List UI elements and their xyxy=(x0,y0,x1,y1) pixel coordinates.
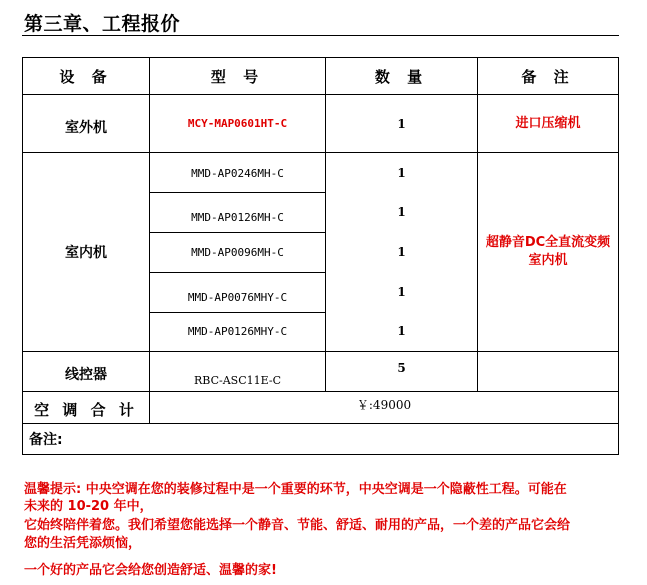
row-divider-indoor xyxy=(23,351,618,352)
indoor-note-line2: 室内机 xyxy=(528,253,568,268)
header-quantity: 数 量 xyxy=(374,67,429,86)
outdoor-device: 室外机 xyxy=(65,120,107,136)
header-model: 型 号 xyxy=(210,67,265,86)
total-label: 空 调 合 计 xyxy=(34,401,138,419)
indoor-model-4: MMD-AP0076MHY-C xyxy=(187,290,288,304)
row-divider-indoor-2 xyxy=(149,232,325,233)
indoor-model-3: MMD-AP0096MH-C xyxy=(191,245,284,259)
outdoor-note: 进口压缩机 xyxy=(515,115,581,131)
indoor-qty-1: 1 xyxy=(397,166,406,180)
indoor-device: 室内机 xyxy=(65,245,107,261)
row-divider-indoor-4 xyxy=(149,312,325,313)
row-divider-indoor-1 xyxy=(149,192,325,193)
total-value: ￥:49000 xyxy=(356,397,412,412)
outdoor-model: MCY-MAP0601HT-C xyxy=(187,117,288,130)
controller-device: 线控器 xyxy=(65,367,107,383)
indoor-qty-3: 1 xyxy=(397,245,406,259)
tip-line-1: 温馨提示: 中央空调在您的装修过程中是一个重要的环节，中央空调是一个隐蔽性工程。可能在 xyxy=(24,482,567,497)
outdoor-qty: 1 xyxy=(397,116,406,131)
indoor-note xyxy=(478,153,618,351)
row-divider-indoor-3 xyxy=(149,272,325,273)
tip-line-3: 它始终陪伴着您。我们希望您能选择一个静音、节能、舒适、耐用的产品，一个差的产品它会给 xyxy=(24,518,571,533)
header-remark: 备 注 xyxy=(521,67,575,86)
tip-line-5: 一个好的产品它会给您创造舒适、温馨的家! xyxy=(24,563,277,578)
page-title: 第三章、工程报价 xyxy=(24,13,181,35)
indoor-model-2: MMD-AP0126MH-C xyxy=(191,210,284,224)
remark-label: 备注: xyxy=(29,432,63,448)
indoor-qty-2: 1 xyxy=(397,205,406,219)
tip-line-2: 未来的 10-20 年中， xyxy=(24,499,153,514)
title-divider xyxy=(22,35,619,36)
indoor-qty-5: 1 xyxy=(397,324,406,338)
indoor-note-line1: 超静音DC全直流变频 xyxy=(485,235,611,250)
quote-table xyxy=(22,57,619,455)
header-device: 设 备 xyxy=(59,67,113,86)
controller-model: RBC-ASC11E-C xyxy=(194,373,281,387)
controller-qty: 5 xyxy=(397,361,406,375)
indoor-qty-4: 1 xyxy=(397,285,406,299)
indoor-model-1: MMD-AP0246MH-C xyxy=(191,166,284,180)
tip-line-4: 您的生活凭添烦恼， xyxy=(24,536,142,551)
row-divider-total xyxy=(23,423,618,424)
indoor-model-5: MMD-AP0126MHY-C xyxy=(187,324,288,338)
